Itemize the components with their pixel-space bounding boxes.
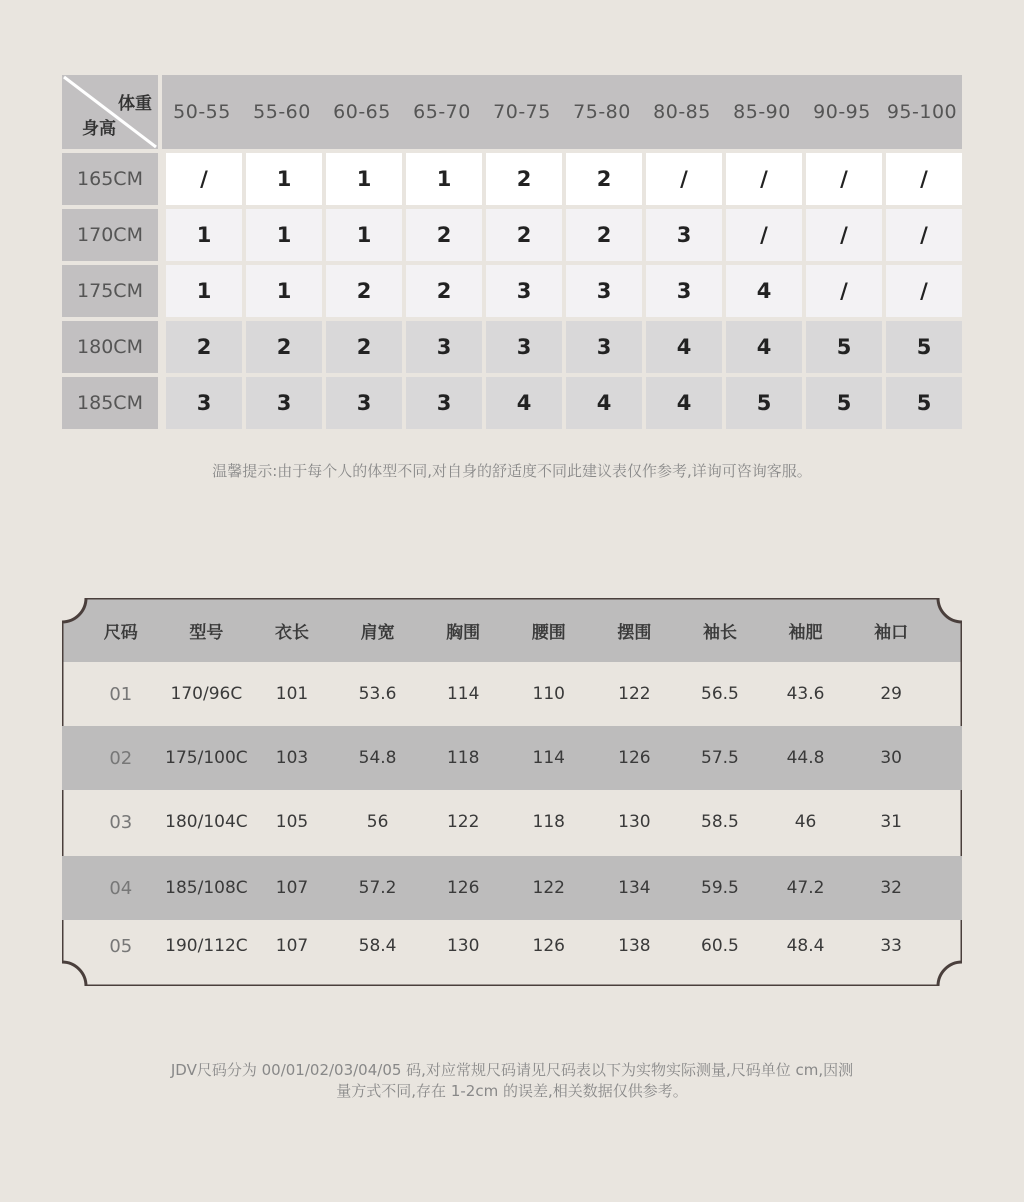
column-header: 袖口 (874, 622, 909, 643)
measurement-cell: 107 (275, 936, 309, 956)
size-cell: 4 (486, 377, 562, 429)
column-header: 摆围 (617, 622, 652, 643)
size-cell: 4 (726, 265, 802, 317)
column-header: 肩宽 (360, 622, 395, 643)
size-cell: 1 (246, 209, 322, 261)
measurement-cell: 130 (618, 812, 651, 832)
weight-range: 90-95 (813, 101, 871, 123)
measurement-cell: 29 (880, 684, 902, 704)
weight-range: 75-80 (573, 101, 631, 123)
size-cell: 3 (646, 265, 722, 317)
size-code: 01 (109, 683, 133, 705)
measurement-cell: 56 (366, 812, 389, 832)
size-cell: / (646, 153, 722, 205)
size-cell: 1 (326, 209, 402, 261)
size-cell: 4 (566, 377, 642, 429)
measurement-cell: 46 (794, 812, 817, 832)
size-cell: 2 (566, 209, 642, 261)
measurement-cell: 57.5 (701, 748, 739, 768)
size-cell: 1 (246, 265, 322, 317)
column-header: 型号 (189, 622, 224, 643)
table-row (62, 726, 962, 790)
measurement-note-line: JDV尺码分为 00/01/02/03/04/05 码,对应常规尺码请见尺码表以下为实物实际测量,尺码单位 cm,因测 (170, 1061, 854, 1079)
size-cell: 1 (166, 265, 242, 317)
size-code: 03 (109, 811, 133, 833)
measurement-cell: 56.5 (701, 684, 739, 704)
measurement-cell: 43.6 (786, 684, 825, 704)
size-cell: / (166, 153, 242, 205)
size-cell: 3 (406, 321, 482, 373)
size-cell: / (726, 209, 802, 261)
weight-range: 80-85 (653, 101, 711, 123)
size-cell: / (806, 153, 882, 205)
size-cell: 3 (566, 265, 642, 317)
size-recommendation-table (62, 75, 962, 429)
size-cell: 2 (166, 321, 242, 373)
size-cell: 3 (646, 209, 722, 261)
measurement-cell: 47.2 (786, 878, 825, 898)
size-cell: 3 (566, 321, 642, 373)
measurement-cell: 53.6 (358, 684, 397, 704)
measurement-cell: 175/100C (165, 748, 248, 768)
size-cell: 3 (166, 377, 242, 429)
table-row (62, 856, 962, 920)
measurement-cell: 118 (532, 812, 565, 832)
column-header: 衣长 (274, 622, 309, 643)
size-cell: 2 (406, 209, 482, 261)
table-row (62, 265, 962, 317)
column-header: 胸围 (446, 622, 481, 643)
measurement-cell: 114 (446, 684, 480, 704)
weight-range: 95-100 (886, 101, 958, 123)
size-cell: 3 (406, 377, 482, 429)
size-cell: 5 (886, 321, 962, 373)
measurement-cell: 130 (446, 936, 480, 956)
measurement-cell: 30 (880, 748, 902, 768)
table-row (62, 377, 962, 429)
measurement-cell: 122 (446, 812, 480, 832)
size-cell: 5 (886, 377, 962, 429)
measurement-cell: 101 (275, 684, 309, 704)
measurement-cell: 105 (275, 812, 309, 832)
measurement-note-line: 量方式不同,存在 1-2cm 的误差,相关数据仅供参考。 (336, 1082, 688, 1100)
size-cell: 5 (806, 321, 882, 373)
weight-label: 体重 (118, 94, 152, 114)
height-value: 170CM (62, 209, 162, 261)
measurement-cell: 59.5 (701, 878, 739, 898)
size-cell: 2 (486, 153, 562, 205)
size-cell: 2 (406, 265, 482, 317)
measurement-header-row (62, 598, 962, 662)
measurement-cell: 138 (618, 936, 651, 956)
measurement-cell: 32 (880, 878, 902, 898)
measurement-cell: 126 (532, 936, 565, 956)
measurement-cell: 60.5 (701, 936, 739, 956)
size-code: 02 (109, 747, 133, 769)
size-cell: / (806, 265, 882, 317)
column-header: 袖长 (702, 622, 737, 643)
measurement-cell: 31 (880, 812, 902, 832)
measurement-cell: 103 (275, 748, 309, 768)
weight-range: 55-60 (253, 101, 311, 123)
size-code: 04 (109, 877, 133, 899)
measurement-cell: 54.8 (358, 748, 397, 768)
tip-note: 温馨提示:由于每个人的体型不同,对自身的舒适度不同此建议表仅作参考,详询可咨询客服。 (212, 462, 812, 480)
size-code: 05 (109, 935, 133, 957)
corner-cell (62, 75, 162, 149)
measurement-cell: 110 (532, 684, 565, 704)
size-cell: 5 (726, 377, 802, 429)
size-cell: 5 (806, 377, 882, 429)
measurement-cell: 58.4 (358, 936, 397, 956)
size-cell: 1 (166, 209, 242, 261)
size-cell: 2 (326, 321, 402, 373)
size-cell: 1 (246, 153, 322, 205)
measurement-cell: 118 (446, 748, 480, 768)
size-cell: 2 (326, 265, 402, 317)
measurement-cell: 185/108C (165, 878, 248, 898)
table-row (62, 790, 962, 854)
size-cell: 3 (486, 265, 562, 317)
size-cell: 4 (726, 321, 802, 373)
weight-range: 65-70 (413, 101, 471, 123)
measurement-cell: 114 (532, 748, 565, 768)
measurement-cell: 44.8 (786, 748, 825, 768)
size-cell: 3 (246, 377, 322, 429)
size-cell: / (886, 265, 962, 317)
table-row (62, 920, 962, 972)
size-cell: 1 (326, 153, 402, 205)
size-cell: / (886, 153, 962, 205)
size-cell: 2 (486, 209, 562, 261)
measurement-cell: 122 (618, 684, 651, 704)
measurement-note (110, 1060, 914, 1102)
measurement-cell: 126 (618, 748, 651, 768)
weight-range: 60-65 (333, 101, 391, 123)
size-cell: / (886, 209, 962, 261)
measurement-cell: 170/96C (170, 684, 243, 704)
table-row (62, 209, 962, 261)
size-cell: 2 (566, 153, 642, 205)
height-label: 身高 (82, 119, 116, 139)
size-cell: 4 (646, 321, 722, 373)
height-value: 185CM (62, 377, 162, 429)
size-cell: 1 (406, 153, 482, 205)
size-cell: / (726, 153, 802, 205)
size-cell: 3 (326, 377, 402, 429)
column-header: 袖肥 (788, 622, 823, 643)
measurement-cell: 190/112C (165, 936, 248, 956)
height-value: 175CM (62, 265, 162, 317)
measurement-table (62, 598, 962, 986)
height-value: 165CM (62, 153, 162, 205)
table-row (62, 321, 962, 373)
weight-range: 70-75 (493, 101, 551, 123)
table-row (62, 153, 962, 205)
size-cell: 4 (646, 377, 722, 429)
measurement-cell: 122 (532, 878, 565, 898)
measurement-cell: 180/104C (165, 812, 248, 832)
weight-header-row (62, 75, 962, 149)
size-cell: / (806, 209, 882, 261)
measurement-cell: 126 (446, 878, 480, 898)
weight-range: 50-55 (173, 101, 231, 123)
measurement-cell: 107 (275, 878, 309, 898)
table-row (62, 662, 962, 726)
height-value: 180CM (62, 321, 162, 373)
weight-range: 85-90 (733, 101, 791, 123)
measurement-cell: 48.4 (786, 936, 825, 956)
size-cell: 2 (246, 321, 322, 373)
column-header: 尺码 (103, 622, 138, 643)
measurement-cell: 58.5 (701, 812, 739, 832)
measurement-cell: 57.2 (358, 878, 397, 898)
column-header: 腰围 (531, 622, 566, 643)
measurement-cell: 134 (618, 878, 651, 898)
measurement-cell: 33 (880, 936, 902, 956)
size-cell: 3 (486, 321, 562, 373)
